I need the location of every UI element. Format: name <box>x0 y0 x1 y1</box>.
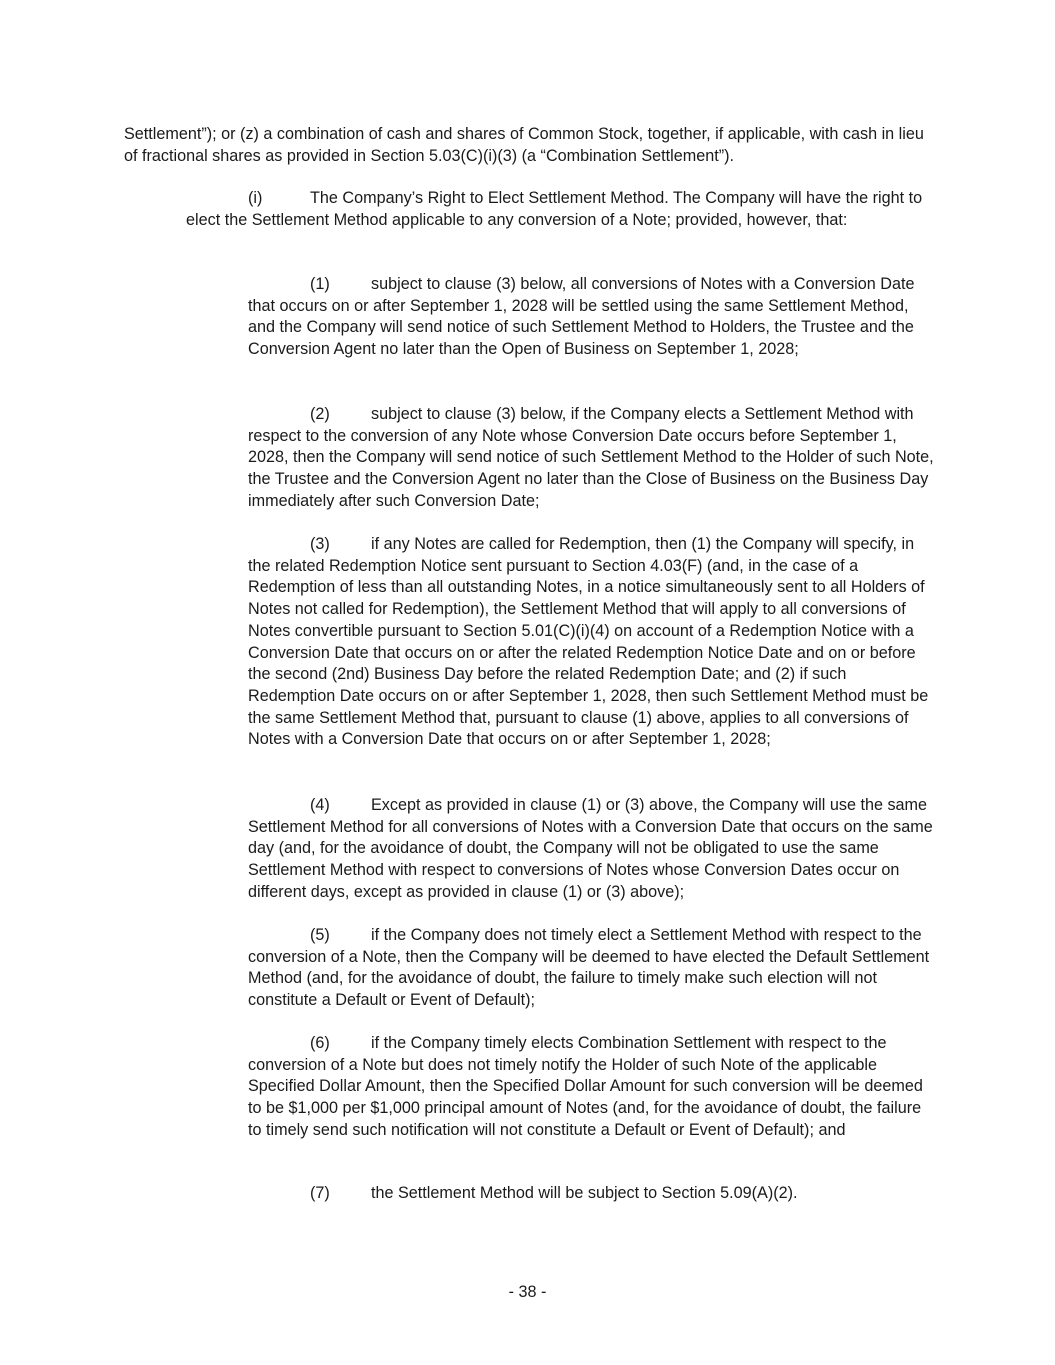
clause-label: (5) <box>310 926 330 944</box>
clause-2 <box>248 404 938 513</box>
intro-text: Settlement”); or (z) a combination of cash and shares of Common Stock, together, if applicable, with cash in lieu of fractional shares as provided in Section 5.03(C)(i)(3) (a “Combination Settlement”). <box>124 125 924 165</box>
clause-text: subject to clause (3) below, if the Company elects a Settlement Method with respect to the conversion of any Note whose Conversion Date occurs before September 1, 2028, then the Company will send notice of such Settlement Method to the Holder of such Note, the Trustee and the Conversion Agent no later than the Close of Business on the Business Day immediately after such Conversion Date; <box>248 405 934 510</box>
subsection-label: (i) <box>248 189 263 207</box>
clause-label: (7) <box>310 1184 330 1202</box>
subsection-i-paragraph <box>186 188 926 231</box>
clause-text: if any Notes are called for Redemption, then (1) the Company will specify, in the related Redemption Notice sent pursuant to Section 4.03(F) (and, in the case of a Redemption of less than all outstanding Notes, in a notice simultaneously sent to all Holders of Notes not called for Redemption), the Settlement Method that will apply to all conversions of Notes convertible pursuant to Section 5.01(C)(i)(4) on account of a Redemption Notice with a Conversion Date that occurs on or after the related Redemption Notice Date and on or before the second (2nd) Business Day before the related Redemption Date; and (2) if such Redemption Date occurs on or after September 1, 2028, then such Settlement Method must be the same Settlement Method that, pursuant to clause (1) above, applies to all conversions of Notes with a Conversion Date that occurs on or after September 1, 2028; <box>248 535 929 749</box>
clause-4 <box>248 795 938 904</box>
page-number: - 38 - <box>508 1283 547 1301</box>
clause-text: Except as provided in clause (1) or (3) above, the Company will use the same Settlement Method for all conversions of Notes with a Conversion Date that occurs on the same day (and, for the avoidance of doubt, the Company will not be obligated to use the same Settlement Method with respect to conversions of Notes whose Conversion Dates occur on different days, except as provided in clause (1) or (3) above); <box>248 796 933 901</box>
clause-text: if the Company does not timely elect a Settlement Method with respect to the conversion of a Note, then the Company will be deemed to have elected the Default Settlement Method (and, for the avoidance of doubt, the failure to timely make such election will not constitute a Default or Event of Default); <box>248 926 930 1010</box>
clause-6 <box>248 1033 938 1142</box>
clause-label: (1) <box>310 275 330 293</box>
clause-1 <box>248 274 938 361</box>
clause-label: (2) <box>310 405 330 423</box>
subsection-text: The Company’s Right to Elect Settlement Method. The Company will have the right to elect the Settlement Method applicable to any conversion of a Note; provided, however, that: <box>186 189 923 229</box>
clause-3 <box>248 534 938 751</box>
clause-5 <box>248 925 938 1012</box>
clause-7 <box>248 1183 938 1205</box>
clause-text: the Settlement Method will be subject to Section 5.09(A)(2). <box>371 1184 798 1202</box>
clause-text: subject to clause (3) below, all conversions of Notes with a Conversion Date that occurs on or after September 1, 2028 will be settled using the same Settlement Method, and the Company will send notice of such Settlement Method to Holders, the Trustee and the Conversion Agent no later than the Open of Business on September 1, 2028; <box>248 275 915 359</box>
clause-text: if the Company timely elects Combination Settlement with respect to the conversion of a Note but does not timely notify the Holder of such Note of the applicable Specified Dollar Amount, then the Specified Dollar Amount for such conversion will be deemed to be $1,000 per $1,000 principal amount of Notes (and, for the avoidance of doubt, the failure to timely send such notification will not constitute a Default or Event of Default); and <box>248 1034 923 1139</box>
clause-label: (6) <box>310 1034 330 1052</box>
clause-label: (3) <box>310 535 330 553</box>
intro-paragraph <box>124 124 924 167</box>
clause-label: (4) <box>310 796 330 814</box>
